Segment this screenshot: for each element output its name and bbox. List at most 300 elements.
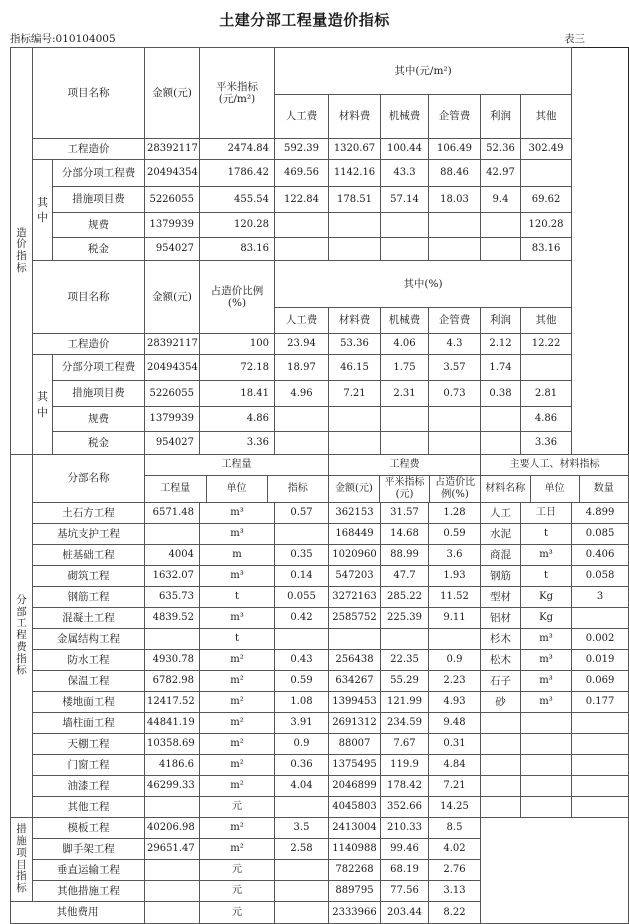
value-cell: 57.14 xyxy=(381,187,429,213)
amount-cell: 28392117 xyxy=(145,139,200,160)
ratio-cell: 1.28 xyxy=(429,503,481,524)
value-cell: 4.96 xyxy=(275,381,329,407)
ratio-cell: 9.11 xyxy=(429,608,481,629)
division-row xyxy=(11,671,629,692)
unit-cell: t xyxy=(200,587,275,608)
material-unit-cell: 工日 xyxy=(521,503,572,524)
header-sub-col: 其他 xyxy=(521,95,572,139)
division-name: 基坑支护工程 xyxy=(33,524,145,545)
side-label-cost-index: 造价指标 xyxy=(11,48,33,455)
amount-cell: 1379939 xyxy=(145,407,200,432)
material-unit-cell: t xyxy=(521,566,572,587)
material-unit-col-label: 单位 xyxy=(530,475,579,502)
row-name: 规费 xyxy=(53,407,145,432)
header-material-group xyxy=(481,455,629,503)
measure-row xyxy=(11,860,629,881)
measure-name: 其他措施工程 xyxy=(33,881,145,902)
division-row xyxy=(11,776,629,797)
header-row xyxy=(11,48,629,95)
value-cell xyxy=(481,238,521,261)
material-qty-cell: 3 xyxy=(572,587,629,608)
division-row xyxy=(11,797,629,818)
empty-material-area xyxy=(481,839,629,860)
division-name: 混凝土工程 xyxy=(33,608,145,629)
material-unit-cell xyxy=(521,797,572,818)
amount-cell: 2691312 xyxy=(329,713,381,734)
value-cell: 106.49 xyxy=(429,139,481,160)
ratio-cell: 4.93 xyxy=(429,692,481,713)
amount-cell: 1375495 xyxy=(329,755,381,776)
index-cell: 0.42 xyxy=(275,608,329,629)
header-division-name: 分部名称 xyxy=(33,455,145,503)
value-cell xyxy=(381,432,429,455)
quantity-cell: 4839.52 xyxy=(145,608,200,629)
ratio-cell: 2.76 xyxy=(429,860,481,881)
amount-cell: 954027 xyxy=(145,432,200,455)
quantity-cell: 4930.78 xyxy=(145,650,200,671)
value-cell xyxy=(481,407,521,432)
qty-subheader xyxy=(145,455,328,502)
header-sub-col: 利润 xyxy=(481,95,521,139)
value-cell xyxy=(329,407,381,432)
empty-material-area xyxy=(481,902,629,924)
index-cell: 0.57 xyxy=(275,503,329,524)
amount-cell: 889795 xyxy=(329,881,381,902)
unit-cell: m² xyxy=(200,755,275,776)
amount-cell: 3272163 xyxy=(329,587,381,608)
material-qty-cell xyxy=(572,713,629,734)
measure-name: 脚手架工程 xyxy=(33,839,145,860)
division-row xyxy=(11,650,629,671)
ratio-cell: 8.5 xyxy=(429,818,481,839)
value-cell: 69.62 xyxy=(521,187,572,213)
amount-cell: 2333966 xyxy=(329,902,381,924)
sqm-col-label: 平米指标(元) xyxy=(379,475,429,502)
unit-cell: m² xyxy=(200,713,275,734)
quantity-cell: 10358.69 xyxy=(145,734,200,755)
unit-cell: m xyxy=(200,545,275,566)
amount-cell: 20494354 xyxy=(145,160,200,187)
value-cell: 2.12 xyxy=(481,334,521,355)
value-cell: 18.97 xyxy=(275,355,329,381)
index-cell: 0.14 xyxy=(275,566,329,587)
index-cell: 3.91 xyxy=(275,713,329,734)
ratio-cell xyxy=(429,629,481,650)
value-cell: 12.22 xyxy=(521,334,572,355)
header-sub-col: 人工费 xyxy=(275,308,329,334)
value-cell xyxy=(275,238,329,261)
material-qty-cell xyxy=(572,608,629,629)
division-name: 金属结构工程 xyxy=(33,629,145,650)
division-row xyxy=(11,629,629,650)
data-row xyxy=(11,160,629,187)
material-name-cell: 钢筋 xyxy=(481,566,521,587)
qi-zhong-label: 其中 xyxy=(33,355,53,455)
amount-cell: 634267 xyxy=(329,671,381,692)
value-cell xyxy=(381,213,429,238)
unit-cell: m² xyxy=(200,839,275,860)
unit-cell: 元 xyxy=(200,902,275,924)
ratio-cell: 8.22 xyxy=(429,902,481,924)
value-cell xyxy=(521,160,572,187)
quantity-cell xyxy=(145,881,200,902)
value-cell xyxy=(481,432,521,455)
header-amount: 金额(元) xyxy=(145,261,200,334)
ratio-cell: 4.02 xyxy=(429,839,481,860)
value-cell: 3.36 xyxy=(521,432,572,455)
index-cell: 0.055 xyxy=(275,587,329,608)
value-cell: 469.56 xyxy=(275,160,329,187)
row-name: 措施项目费 xyxy=(53,187,145,213)
ratio-cell: 0.9 xyxy=(429,650,481,671)
material-name-cell: 水泥 xyxy=(481,524,521,545)
index-cell: 0.35 xyxy=(275,545,329,566)
value-cell: 23.94 xyxy=(275,334,329,355)
value-cell: 2.31 xyxy=(381,381,429,407)
value-cell: 2.81 xyxy=(521,381,572,407)
material-unit-cell xyxy=(521,776,572,797)
value-cell xyxy=(329,238,381,261)
material-qty-cell xyxy=(572,797,629,818)
index-cell: 4.86 xyxy=(200,407,275,432)
division-name: 墙柱面工程 xyxy=(33,713,145,734)
quantity-cell: 635.73 xyxy=(145,587,200,608)
unit-cell: 元 xyxy=(200,797,275,818)
header-cost-group xyxy=(329,455,481,503)
unit-cell: m² xyxy=(200,671,275,692)
index-cell: 120.28 xyxy=(200,213,275,238)
amount-cell: 547203 xyxy=(329,566,381,587)
sqm-index-cell: 121.99 xyxy=(381,692,429,713)
sqm-index-cell: 88.99 xyxy=(381,545,429,566)
unit-cell: m² xyxy=(200,734,275,755)
sqm-index-cell: 55.29 xyxy=(381,671,429,692)
unit-cell: m² xyxy=(200,650,275,671)
material-group-label: 主要人工、材料指标 xyxy=(481,455,628,475)
index-cell: 72.18 xyxy=(200,355,275,381)
index-cell: 0.36 xyxy=(275,755,329,776)
row-name: 税金 xyxy=(53,432,145,455)
value-cell xyxy=(429,238,481,261)
value-cell: 1.75 xyxy=(381,355,429,381)
division-name: 楼地面工程 xyxy=(33,692,145,713)
unit-col-label: 单位 xyxy=(206,475,267,502)
header-among-yuan-per-sqm: 其中(元/m²) xyxy=(275,48,572,95)
division-row xyxy=(11,503,629,524)
value-cell: 302.49 xyxy=(521,139,572,160)
row-name: 规费 xyxy=(53,213,145,238)
index-cell: 455.54 xyxy=(200,187,275,213)
ratio-cell: 4.84 xyxy=(429,755,481,776)
material-qty-cell: 0.177 xyxy=(572,692,629,713)
side-label-measure-index: 措施项目指标 xyxy=(11,818,33,902)
quantity-cell: 6571.48 xyxy=(145,503,200,524)
ratio-cell: 9.48 xyxy=(429,713,481,734)
material-qty-cell: 4.899 xyxy=(572,503,629,524)
sqm-index-cell: 7.67 xyxy=(381,734,429,755)
value-cell: 4.3 xyxy=(429,334,481,355)
material-name-cell xyxy=(481,755,521,776)
amount-cell: 2413004 xyxy=(329,818,381,839)
index-cell xyxy=(275,629,329,650)
unit-cell: t xyxy=(200,629,275,650)
index-cell: 100 xyxy=(200,334,275,355)
data-row xyxy=(11,213,629,238)
division-row xyxy=(11,545,629,566)
index-cell: 3.36 xyxy=(200,432,275,455)
division-name: 砌筑工程 xyxy=(33,566,145,587)
header-project-name: 项目名称 xyxy=(33,48,145,139)
material-unit-cell: m³ xyxy=(521,629,572,650)
sqm-index-cell: 14.68 xyxy=(381,524,429,545)
division-name: 保温工程 xyxy=(33,671,145,692)
index-cell xyxy=(275,524,329,545)
value-cell: 592.39 xyxy=(275,139,329,160)
unit-cell: m² xyxy=(200,818,275,839)
value-cell xyxy=(481,213,521,238)
ratio-cell: 1.93 xyxy=(429,566,481,587)
header-sub-col: 企管费 xyxy=(429,95,481,139)
sqm-index-cell: 203.44 xyxy=(381,902,429,924)
ratio-col-label: 占造价比例(%) xyxy=(435,477,476,500)
division-name: 其他工程 xyxy=(33,797,145,818)
division-name: 钢筋工程 xyxy=(33,587,145,608)
empty-material-area xyxy=(481,860,629,881)
amount-cell: 782268 xyxy=(329,860,381,881)
material-unit-cell: t xyxy=(521,524,572,545)
value-cell: 52.36 xyxy=(481,139,521,160)
sqm-index-cell: 99.46 xyxy=(381,839,429,860)
division-row xyxy=(11,608,629,629)
cost-subheader xyxy=(329,455,480,502)
value-cell: 4.06 xyxy=(381,334,429,355)
material-unit-cell: m³ xyxy=(521,650,572,671)
division-name: 天棚工程 xyxy=(33,734,145,755)
amount-cell: 168449 xyxy=(329,524,381,545)
amount-cell: 2046899 xyxy=(329,776,381,797)
value-cell xyxy=(429,432,481,455)
quantity-cell xyxy=(145,524,200,545)
row-name: 工程造价 xyxy=(33,334,145,355)
index-cell: 0.59 xyxy=(275,671,329,692)
value-cell: 42.97 xyxy=(481,160,521,187)
amount-cell: 5226055 xyxy=(145,381,200,407)
value-cell: 120.28 xyxy=(521,213,572,238)
measure-row xyxy=(11,839,629,860)
material-qty-cell: 0.085 xyxy=(572,524,629,545)
value-cell: 4.86 xyxy=(521,407,572,432)
other-fee-row xyxy=(11,902,629,924)
ratio-cell: 14.25 xyxy=(429,797,481,818)
data-row xyxy=(11,334,629,355)
quantity-cell xyxy=(145,629,200,650)
data-row xyxy=(11,139,629,160)
quantity-cell xyxy=(145,902,200,924)
header-row-percent xyxy=(11,261,629,308)
sqm-index-cell: 178.42 xyxy=(381,776,429,797)
division-name: 桩基础工程 xyxy=(33,545,145,566)
value-cell: 1320.67 xyxy=(329,139,381,160)
ratio-cell: 3.13 xyxy=(429,881,481,902)
material-subheader xyxy=(481,455,628,502)
index-cell: 2474.84 xyxy=(200,139,275,160)
table-number: 表三 xyxy=(564,33,585,45)
ratio-cell: 2.23 xyxy=(429,671,481,692)
quantity-cell: 44841.19 xyxy=(145,713,200,734)
index-cell: 0.43 xyxy=(275,650,329,671)
material-unit-cell xyxy=(521,755,572,776)
sqm-index-cell: 31.57 xyxy=(381,503,429,524)
material-unit-cell: Kg xyxy=(521,587,572,608)
amount-cell: 5226055 xyxy=(145,187,200,213)
header-among-percent: 其中(%) xyxy=(275,261,572,308)
material-name-cell: 人工 xyxy=(481,503,521,524)
header-quantity-group xyxy=(145,455,329,503)
material-name-cell: 型材 xyxy=(481,587,521,608)
header-sqm-index-line1: 平米指标 xyxy=(216,80,258,93)
quantity-cell: 1632.07 xyxy=(145,566,200,587)
value-cell: 83.16 xyxy=(521,238,572,261)
material-name-cell xyxy=(481,734,521,755)
index-cell xyxy=(275,902,329,924)
division-name: 油漆工程 xyxy=(33,776,145,797)
index-cell xyxy=(275,860,329,881)
header-sub-col: 人工费 xyxy=(275,95,329,139)
division-row xyxy=(11,566,629,587)
ratio-cell: 7.21 xyxy=(429,776,481,797)
division-row xyxy=(11,734,629,755)
data-row xyxy=(11,355,629,381)
section2-header-row xyxy=(11,455,629,503)
qty-group-label: 工程量 xyxy=(145,455,328,475)
header-rate: 占造价比例(%) xyxy=(200,261,275,334)
ratio-cell: 0.59 xyxy=(429,524,481,545)
header-sub-col: 利润 xyxy=(481,308,521,334)
material-name-cell: 砂 xyxy=(481,692,521,713)
index-cell: 1786.42 xyxy=(200,160,275,187)
division-row xyxy=(11,692,629,713)
value-cell: 9.4 xyxy=(481,187,521,213)
sqm-index-cell: 68.19 xyxy=(381,860,429,881)
material-name-cell xyxy=(481,713,521,734)
amount-cell: 1020960 xyxy=(329,545,381,566)
sqm-index-cell: 225.39 xyxy=(381,608,429,629)
unit-cell: m² xyxy=(200,692,275,713)
cost-index-table xyxy=(10,47,629,924)
value-cell: 18.03 xyxy=(429,187,481,213)
data-row xyxy=(11,432,629,455)
index-cell: 4.04 xyxy=(275,776,329,797)
other-fee-name: 其他费用 xyxy=(11,902,145,924)
header-sub-col: 其他 xyxy=(521,308,572,334)
index-cell: 2.58 xyxy=(275,839,329,860)
index-cell: 3.5 xyxy=(275,818,329,839)
index-code-label: 指标编号:010104005 xyxy=(10,33,116,45)
row-name: 分部分项工程费 xyxy=(53,355,145,381)
amount-col-label: 金额(元) xyxy=(329,475,379,502)
amount-cell: 362153 xyxy=(329,503,381,524)
division-row xyxy=(11,524,629,545)
amount-cell: 954027 xyxy=(145,238,200,261)
quantity-cell: 6782.98 xyxy=(145,671,200,692)
header-sub-col: 材料费 xyxy=(329,308,381,334)
data-row xyxy=(11,381,629,407)
qi-zhong-label: 其中 xyxy=(33,160,53,261)
header-project-name: 项目名称 xyxy=(33,261,145,334)
sqm-index-cell: 234.59 xyxy=(381,713,429,734)
material-qty-col-label: 数量 xyxy=(593,483,614,494)
quantity-cell: 29651.47 xyxy=(145,839,200,860)
value-cell: 122.84 xyxy=(275,187,329,213)
material-name-cell: 商混 xyxy=(481,545,521,566)
value-cell: 1.74 xyxy=(481,355,521,381)
document-title: 土建分部工程量造价指标 xyxy=(219,11,390,29)
unit-cell: m³ xyxy=(200,566,275,587)
material-name-col-label: 材料名称 xyxy=(481,475,530,502)
unit-cell: m³ xyxy=(200,608,275,629)
value-cell xyxy=(329,432,381,455)
sqm-index-cell: 210.33 xyxy=(381,818,429,839)
data-row xyxy=(11,238,629,261)
value-cell: 7.21 xyxy=(329,381,381,407)
ratio-cell: 0.31 xyxy=(429,734,481,755)
empty-material-area xyxy=(481,818,629,839)
division-row xyxy=(11,587,629,608)
empty-material-area xyxy=(481,881,629,902)
unit-cell: m³ xyxy=(200,524,275,545)
row-name: 税金 xyxy=(53,238,145,261)
value-cell: 53.36 xyxy=(329,334,381,355)
value-cell: 1142.16 xyxy=(329,160,381,187)
value-cell xyxy=(381,407,429,432)
cost-group-label: 工程费 xyxy=(329,455,480,475)
value-cell: 178.51 xyxy=(329,187,381,213)
material-name-cell: 松木 xyxy=(481,650,521,671)
index-cell: 83.16 xyxy=(200,238,275,261)
row-name: 措施项目费 xyxy=(53,381,145,407)
material-qty-cell xyxy=(572,734,629,755)
value-cell: 88.46 xyxy=(429,160,481,187)
quantity-cell: 4004 xyxy=(145,545,200,566)
quantity-cell: 46299.33 xyxy=(145,776,200,797)
amount-cell: 4045803 xyxy=(329,797,381,818)
amount-cell: 1399453 xyxy=(329,692,381,713)
unit-cell: 元 xyxy=(200,860,275,881)
unit-cell: 元 xyxy=(200,881,275,902)
header-sub-col: 材料费 xyxy=(329,95,381,139)
material-qty-cell: 0.406 xyxy=(572,545,629,566)
material-name-cell: 石子 xyxy=(481,671,521,692)
value-cell xyxy=(275,407,329,432)
data-row xyxy=(11,187,629,213)
sqm-index-cell: 22.35 xyxy=(381,650,429,671)
data-row xyxy=(11,407,629,432)
row-name: 工程造价 xyxy=(33,139,145,160)
value-cell: 0.73 xyxy=(429,381,481,407)
header-sub-col: 机械费 xyxy=(381,308,429,334)
material-unit-cell xyxy=(521,713,572,734)
value-cell xyxy=(275,432,329,455)
index-cell: 18.41 xyxy=(200,381,275,407)
qty-col-label: 工程量 xyxy=(145,475,206,502)
header-sub-col: 机械费 xyxy=(381,95,429,139)
index-cell: 1.08 xyxy=(275,692,329,713)
material-qty-cell xyxy=(572,776,629,797)
quantity-cell xyxy=(145,860,200,881)
material-qty-cell xyxy=(572,755,629,776)
amount-cell: 88007 xyxy=(329,734,381,755)
header-amount: 金额(元) xyxy=(145,48,200,139)
